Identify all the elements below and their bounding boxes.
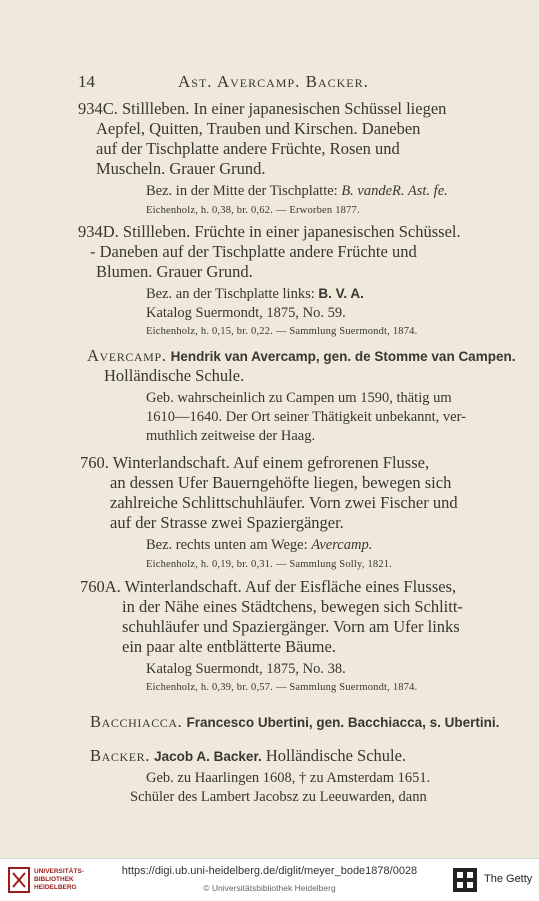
artist-surname: Bacchiacca. <box>90 712 183 731</box>
getty-logo-icon <box>452 867 478 893</box>
inscription-signature: B. V. A. <box>318 286 364 301</box>
entry-760-inscription <box>146 535 372 555</box>
inscription-prefix: Bez. an der Tischplatte links: <box>146 286 319 302</box>
entry-934c-provenance: Eichenholz, h. 0,38, br. 0,62. — Erworben 1877. <box>146 205 360 216</box>
entry-760-line-3: zahlreiche Schlittschuhläufer. Vorn zwei Fischer und <box>110 493 458 512</box>
entry-934c-line-2: Aepfel, Quitten, Trauben und Kirschen. Daneben <box>96 119 421 138</box>
entry-934d-line-1: 934D. Stillleben. Früchte in einer japanesischen Schüssel. <box>78 222 461 241</box>
entry-934d-line-2: - Daneben auf der Tischplatte andere Früchte und <box>90 242 417 261</box>
artist-full-name: Jacob A. Backer. <box>154 749 262 764</box>
artist-bio-line-1: Geb. zu Haarlingen 1608, † zu Amsterdam 1651. <box>146 770 431 786</box>
entry-760a-line-3: schuhläufer und Spaziergänger. Vorn am Ufer links <box>122 617 460 636</box>
viewer-footer <box>0 858 539 901</box>
artist-school: Holländische Schule. <box>104 366 245 385</box>
inscription-signature: Avercamp. <box>311 537 373 553</box>
copyright-notice: © Universitätsbibliothek Heidelberg <box>203 883 336 893</box>
entry-934d-provenance: Eichenholz, h. 0,15, br. 0,22. — Sammlung Suermondt, 1874. <box>146 326 418 337</box>
entry-934d-line-3: Blumen. Grauer Grund. <box>96 262 253 281</box>
entry-760-line-4: auf der Strasse zwei Spaziergänger. <box>110 513 344 532</box>
running-title: Ast. Avercamp. Backer. <box>178 72 369 91</box>
artist-bio-line-2: 1610—1640. Der Ort seiner Thätigkeit unbekannt, ver- <box>146 409 466 425</box>
entry-934c-line-4: Muscheln. Grauer Grund. <box>96 159 266 178</box>
entry-760a-catalog: Katalog Suermondt, 1875, No. 38. <box>146 661 346 677</box>
entry-760a-line-1: 760A. Winterlandschaft. Auf der Eisfläche eines Flusses, <box>80 577 457 596</box>
artist-surname: Avercamp. <box>87 346 167 365</box>
entry-760a-line-2: in der Nähe eines Städtchens, bewegen sich Schlitt- <box>122 597 463 616</box>
entry-934c-inscription <box>146 181 448 201</box>
entry-760-line-1: 760. Winterlandschaft. Auf einem gefrorenen Flusse, <box>80 453 430 472</box>
library-name: UNIVERSITÄTS- BIBLIOTHEK HEIDELBERG <box>34 868 84 891</box>
entry-934c-line-1: 934C. Stillleben. In einer japanesischen Schüssel liegen <box>78 99 447 118</box>
artist-heading-avercamp <box>87 346 515 367</box>
artist-surname: Backer. <box>90 746 151 765</box>
entry-760a-provenance: Eichenholz, h. 0,39, br. 0,57. — Sammlung Suermondt, 1874. <box>146 682 418 693</box>
entry-934d-inscription <box>146 284 364 304</box>
page-number: 14 <box>78 72 95 91</box>
inscription-prefix: Bez. in der Mitte der Tischplatte: <box>146 183 342 199</box>
permalink[interactable]: https://digi.ub.uni-heidelberg.de/diglit/meyer_bode1878/0028 <box>121 865 418 877</box>
artist-heading-bacchiacca <box>90 712 499 733</box>
entry-760-provenance: Eichenholz, h. 0,19, br. 0,31. — Sammlung Solly, 1821. <box>146 559 393 570</box>
artist-heading-backer <box>90 746 406 767</box>
partner-name: The Getty <box>484 873 533 885</box>
artist-bio-line-1: Geb. wahrscheinlich zu Campen um 1590, thätig um <box>146 390 452 406</box>
entry-934d-catalog: Katalog Suermondt, 1875, No. 59. <box>146 305 346 321</box>
entry-760-line-2: an dessen Ufer Bauerngehöfte liegen, bewegen sich <box>110 473 452 492</box>
entry-934c-line-3: auf der Tischplatte andere Früchte, Rosen und <box>96 139 400 158</box>
artist-full-name: Francesco Ubertini, gen. Bacchiacca, s. Ubertini. <box>186 715 500 730</box>
inscription-signature: B. vandeR. Ast. fe. <box>341 183 448 199</box>
artist-school: Holländische Schule. <box>265 746 407 765</box>
artist-bio-line-2: Schüler des Lambert Jacobsz zu Leeuwarden, dann <box>130 789 427 805</box>
entry-760a-line-4: ein paar alte entblätterte Bäume. <box>122 637 336 656</box>
artist-bio-line-3: muthlich zeitweise der Haag. <box>146 428 316 444</box>
artist-full-name: Hendrik van Avercamp, gen. de Stomme van Campen. <box>170 349 516 364</box>
inscription-prefix: Bez. rechts unten am Wege: <box>146 537 312 553</box>
